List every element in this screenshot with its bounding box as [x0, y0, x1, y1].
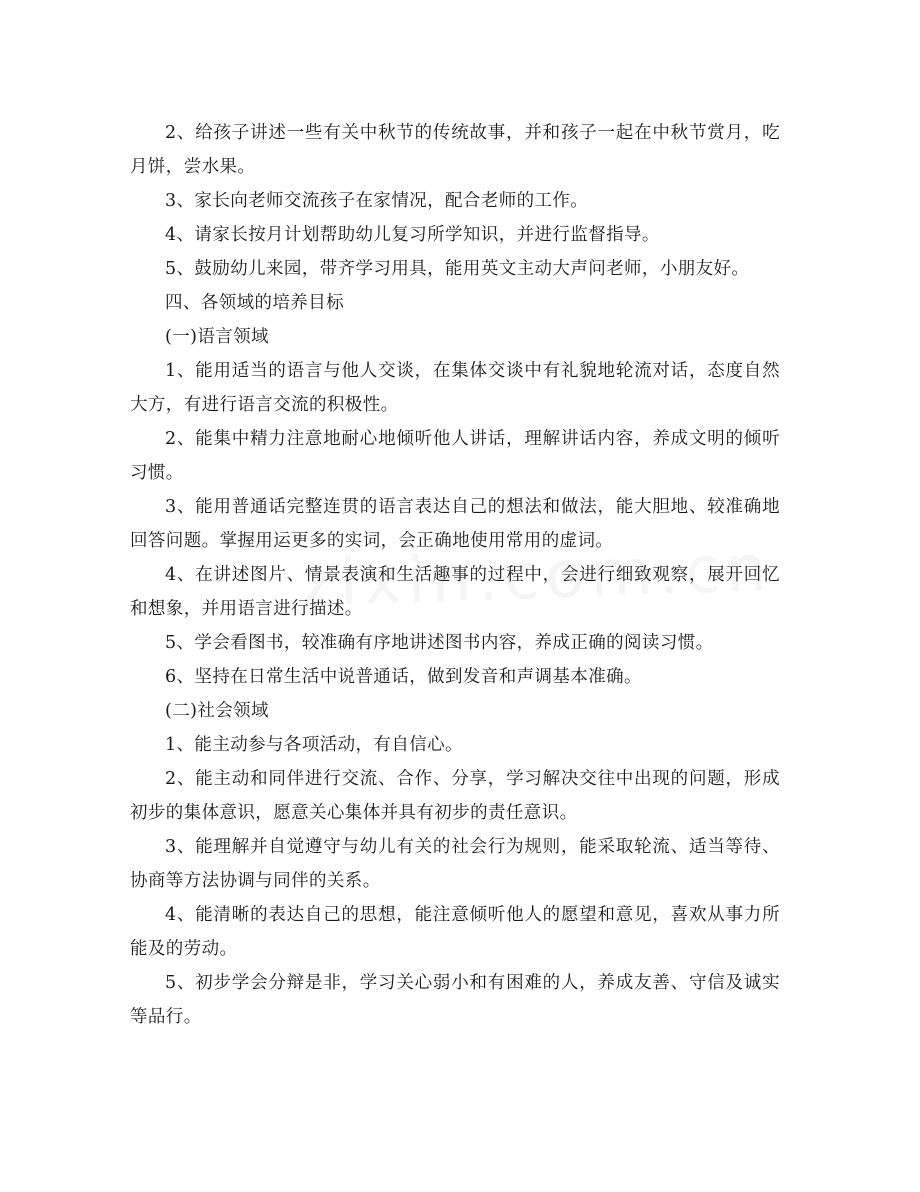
social-goal-5: 5、初步学会分辩是非，学习关心弱小和有困难的人，养成友善、守信及诚实等品行。	[130, 973, 780, 1027]
social-goal-2: 2、能主动和同伴进行交流、合作、分享，学习解决交往中出现的问题，形成初步的集体意识，愿意关心集体并具有初步的责任意识。	[130, 769, 780, 823]
paragraph-item-3-parent-communication: 3、家长向老师交流孩子在家情况，配合老师的工作。	[165, 191, 589, 211]
document-body	[130, 116, 780, 1034]
language-goal-5: 5、学会看图书，较准确有序地讲述图书内容，养成正确的阅读习惯。	[165, 633, 714, 653]
social-goal-1: 1、能主动参与各项活动，有自信心。	[165, 735, 463, 755]
language-goal-2: 2、能集中精力注意地耐心地倾听他人讲话，理解讲话内容，养成文明的倾听习惯。	[130, 429, 780, 483]
language-goal-6: 6、坚持在日常生活中说普通话，做到发音和声调基本准确。	[165, 667, 642, 687]
subsection-heading-social: (二)社会领域	[165, 701, 269, 721]
social-goal-3: 3、能理解并自觉遵守与幼儿有关的社会行为规则，能采取轮流、适当等待、协商等方法协调与同伴的关系。	[130, 837, 780, 891]
paragraph-item-4-monthly-review: 4、请家长按月计划帮助幼儿复习所学知识，并进行监督指导。	[165, 225, 660, 245]
social-goal-4: 4、能清晰的表达自己的思想，能注意倾听他人的愿望和意见，喜欢从事力所能及的劳动。	[130, 905, 780, 959]
language-goal-4: 4、在讲述图片、情景表演和生活趣事的过程中，会进行细致观察，展开回忆和想象，并用语言进行描述。	[130, 565, 780, 619]
language-goal-3: 3、能用普通话完整连贯的语言表达自己的想法和做法，能大胆地、较准确地回答问题。掌握用运更多的实词，会正确地使用常用的虚词。	[130, 497, 780, 551]
language-goal-1: 1、能用适当的语言与他人交谈，在集体交谈中有礼貌地轮流对话，态度自然大方，有进行语言交流的积极性。	[130, 361, 780, 415]
paragraph-item-2-mid-autumn: 2、给孩子讲述一些有关中秋节的传统故事，并和孩子一起在中秋节赏月，吃月饼，尝水果。	[130, 123, 780, 177]
paragraph-item-5-attendance: 5、鼓励幼儿来园，带齐学习用具，能用英文主动大声问老师，小朋友好。	[165, 259, 750, 279]
subsection-heading-language: (一)语言领域	[165, 327, 269, 347]
section-heading-training-goals: 四、各领域的培养目标	[165, 293, 344, 313]
